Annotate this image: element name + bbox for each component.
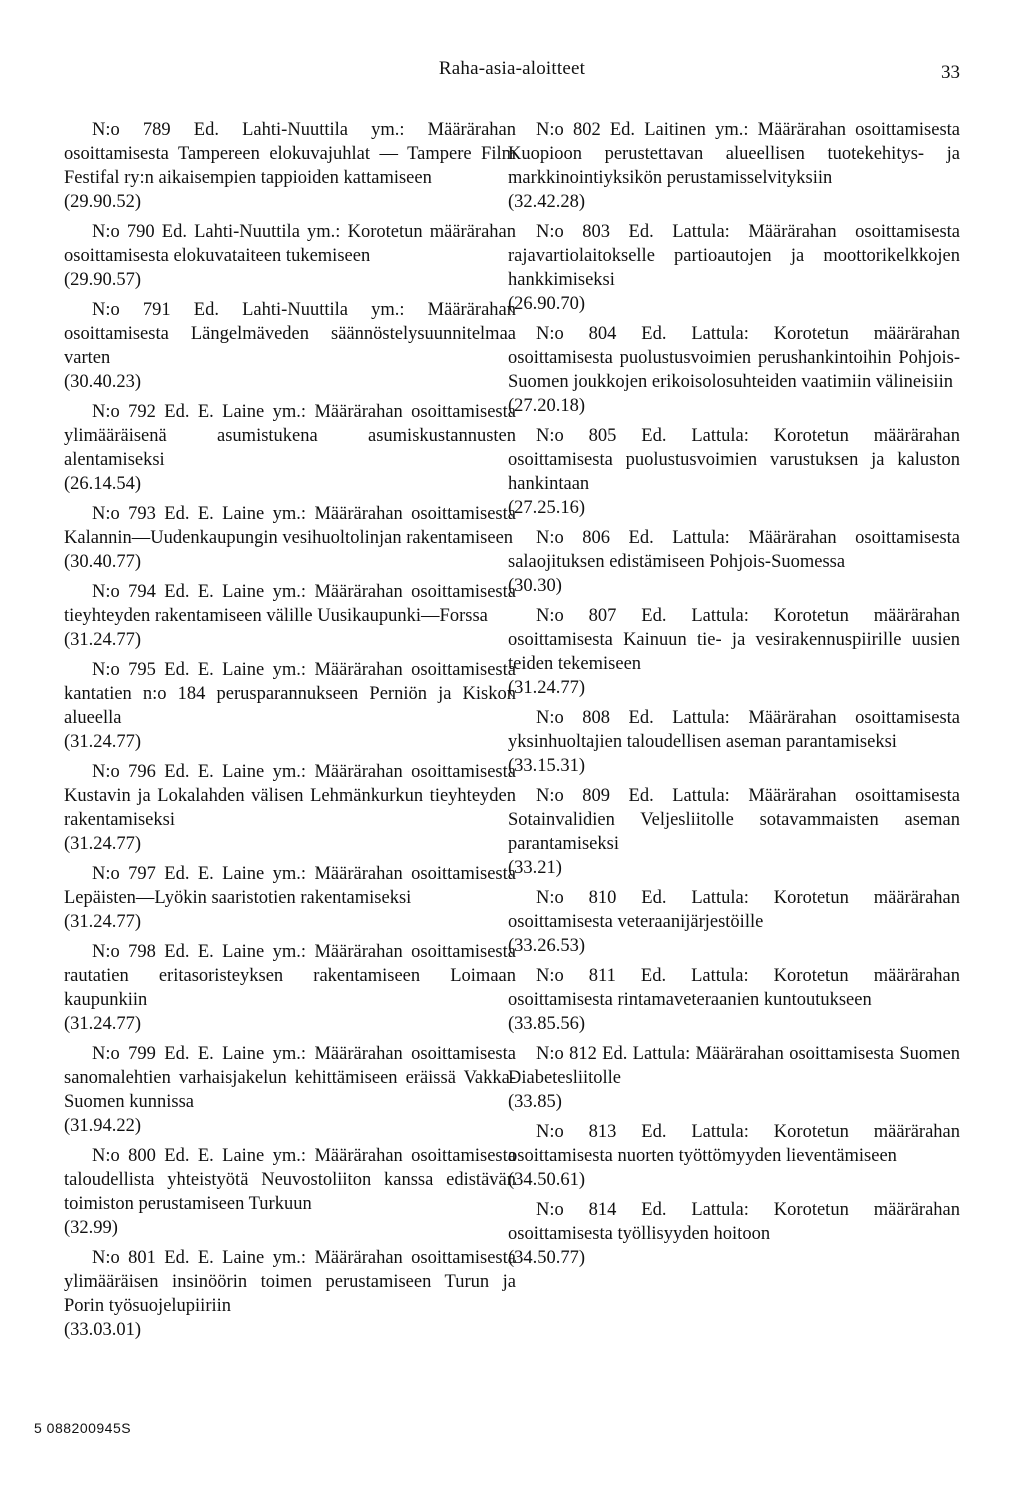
- motion-text: N:o 790 Ed. Lahti-Nuuttila ym.: Korotetun määrärahan osoittamisesta elokuvataiteen tukemiseen: [64, 222, 516, 266]
- motion-text: N:o 812 Ed. Lattula: Määrärahan osoittamisesta Suomen Diabetesliitolle: [508, 1044, 960, 1088]
- budget-code: (27.25.16): [508, 498, 586, 518]
- motion-entry: [64, 862, 516, 934]
- motion-text: N:o 808 Ed. Lattula: Määrärahan osoittamisesta yksinhuoltajien taloudellisen aseman parantamiseksi: [508, 708, 960, 752]
- motion-entry: [64, 298, 516, 394]
- motion-text: N:o 811 Ed. Lattula: Korotetun määrärahan osoittamisesta rintamaveteraanien kuntoutukseen: [508, 966, 960, 1010]
- budget-code: (33.15.31): [508, 756, 586, 776]
- budget-code: (29.90.52): [64, 192, 142, 212]
- budget-code: (26.90.70): [508, 294, 586, 314]
- motion-entry: [508, 424, 960, 520]
- motion-entry: [508, 706, 960, 778]
- motion-text: N:o 799 Ed. E. Laine ym.: Määrärahan osoittamisesta sanomalehtien varhaisjakelun kehittämiseen eräissä Vakka-Suomen kunnissa: [64, 1044, 516, 1112]
- budget-code: (33.85): [508, 1092, 562, 1112]
- page-number: 33: [941, 62, 960, 83]
- left-column: [64, 118, 516, 1348]
- page-header-title: Raha-asia-aloitteet: [438, 58, 586, 79]
- motion-text: N:o 804 Ed. Lattula: Korotetun määrärahan osoittamisesta puolustusvoimien perushankintoihin Pohjois-Suomen joukkojen erikoisolosuhteiden vaatimiin välineisiin: [508, 324, 960, 392]
- motion-entry: [64, 580, 516, 652]
- motion-entry: [508, 1120, 960, 1192]
- budget-code: (27.20.18): [508, 396, 586, 416]
- budget-code: (31.94.22): [64, 1116, 142, 1136]
- budget-code: (31.24.77): [508, 678, 586, 698]
- budget-code: (31.24.77): [64, 912, 142, 932]
- budget-code: (33.85.56): [508, 1014, 586, 1034]
- motion-entry: [508, 964, 960, 1036]
- motion-entry: [508, 220, 960, 316]
- motion-entry: [508, 886, 960, 958]
- motion-text: N:o 794 Ed. E. Laine ym.: Määrärahan osoittamisesta tieyhteyden rakentamiseen välille Uusikaupunki—Forssa: [64, 582, 516, 626]
- budget-code: (32.42.28): [508, 192, 586, 212]
- motion-entry: [64, 658, 516, 754]
- budget-code: (30.40.23): [64, 372, 142, 392]
- budget-code: (31.24.77): [64, 1014, 142, 1034]
- motion-entry: [508, 322, 960, 418]
- motion-text: N:o 797 Ed. E. Laine ym.: Määrärahan osoittamisesta Lepäisten—Lyökin saaristotien rakentamiseksi: [64, 864, 516, 908]
- budget-code: (33.03.01): [64, 1320, 142, 1340]
- motion-text: N:o 809 Ed. Lattula: Määrärahan osoittamisesta Sotainvalidien Veljesliitolle sotavammaisten aseman parantamiseksi: [508, 786, 960, 854]
- motion-text: N:o 801 Ed. E. Laine ym.: Määrärahan osoittamisesta ylimääräisen insinöörin toimen perustamiseen Turun ja Porin työsuojelupiiriin: [64, 1248, 516, 1316]
- motion-text: N:o 800 Ed. E. Laine ym.: Määrärahan osoittamisesta taloudellista yhteistyötä Neuvostoliiton kanssa edistävän toimiston perustamiseen Turkuun: [64, 1146, 516, 1214]
- motion-text: N:o 802 Ed. Laitinen ym.: Määrärahan osoittamisesta Kuopioon perustettavan alueellisen tuotekehitys- ja markkinointiyksikön perustamisselvityksiin: [508, 120, 960, 188]
- motion-entry: [508, 526, 960, 598]
- motion-entry: [64, 940, 516, 1036]
- budget-code: (34.50.77): [508, 1248, 586, 1268]
- budget-code: (34.50.61): [508, 1170, 586, 1190]
- budget-code: (31.24.77): [64, 732, 142, 752]
- motion-text: N:o 796 Ed. E. Laine ym.: Määrärahan osoittamisesta Kustavin ja Lokalahden välisen Lehmänkurkun tieyhteyden rakentamiseksi: [64, 762, 516, 830]
- right-column: [508, 118, 960, 1276]
- motion-entry: [508, 604, 960, 700]
- motion-text: N:o 813 Ed. Lattula: Korotetun määrärahan osoittamisesta nuorten työttömyyden lieventämiseen: [508, 1122, 960, 1166]
- budget-code: (31.24.77): [64, 630, 142, 650]
- motion-text: N:o 789 Ed. Lahti-Nuuttila ym.: Määrärahan osoittamisesta Tampereen elokuvajuhlat — Tampere Film Festifal ry:n aikaisempien tappioiden kattamiseen: [64, 120, 516, 188]
- motion-text: N:o 814 Ed. Lattula: Korotetun määrärahan osoittamisesta työllisyyden hoitoon: [508, 1200, 960, 1244]
- budget-code: (30.40.77): [64, 552, 142, 572]
- motion-entry: [64, 1246, 516, 1342]
- motion-entry: [64, 400, 516, 496]
- footer-code: 5 088200945S: [34, 1420, 132, 1436]
- motion-entry: [64, 1042, 516, 1138]
- budget-code: (26.14.54): [64, 474, 142, 494]
- budget-code: (30.30): [508, 576, 562, 596]
- motion-entry: [508, 1198, 960, 1270]
- budget-code: (31.24.77): [64, 834, 142, 854]
- motion-entry: [64, 502, 516, 574]
- budget-code: (33.21): [508, 858, 562, 878]
- motion-text: N:o 807 Ed. Lattula: Korotetun määrärahan osoittamisesta Kainuun tie- ja vesirakennuspiirille uusien teiden tekemiseen: [508, 606, 960, 674]
- budget-code: (32.99): [64, 1218, 118, 1238]
- motion-text: N:o 798 Ed. E. Laine ym.: Määrärahan osoittamisesta rautatien eritasoristeyksen rakentamiseen Loimaan kaupunkiin: [64, 942, 516, 1010]
- motion-entry: [508, 118, 960, 214]
- motion-entry: [508, 784, 960, 880]
- motion-text: N:o 810 Ed. Lattula: Korotetun määrärahan osoittamisesta veteraanijärjestöille: [508, 888, 960, 932]
- motion-text: N:o 792 Ed. E. Laine ym.: Määrärahan osoittamisesta ylimääräisenä asumistukena asumiskustannusten alentamiseksi: [64, 402, 516, 470]
- motion-text: N:o 793 Ed. E. Laine ym.: Määrärahan osoittamisesta Kalannin—Uudenkaupungin vesihuoltolinjan rakentamiseen: [64, 504, 516, 548]
- motion-entry: [64, 1144, 516, 1240]
- motion-text: N:o 791 Ed. Lahti-Nuuttila ym.: Määrärahan osoittamisesta Längelmäveden säännöstelysuunnitelmaa varten: [64, 300, 516, 368]
- motion-entry: [64, 118, 516, 214]
- motion-text: N:o 805 Ed. Lattula: Korotetun määrärahan osoittamisesta puolustusvoimien varustuksen ja kaluston hankintaan: [508, 426, 960, 494]
- motion-entry: [508, 1042, 960, 1114]
- motion-entry: [64, 220, 516, 292]
- motion-text: N:o 795 Ed. E. Laine ym.: Määrärahan osoittamisesta kantatien n:o 184 perusparannukseen Perniön ja Kiskon alueella: [64, 660, 516, 728]
- budget-code: (29.90.57): [64, 270, 142, 290]
- budget-code: (33.26.53): [508, 936, 586, 956]
- motion-text: N:o 803 Ed. Lattula: Määrärahan osoittamisesta rajavartiolaitokselle partioautojen ja moottorikelkkojen hankkimiseksi: [508, 222, 960, 290]
- motion-entry: [64, 760, 516, 856]
- motion-text: N:o 806 Ed. Lattula: Määrärahan osoittamisesta salaojituksen edistämiseen Pohjois-Suomessa: [508, 528, 960, 572]
